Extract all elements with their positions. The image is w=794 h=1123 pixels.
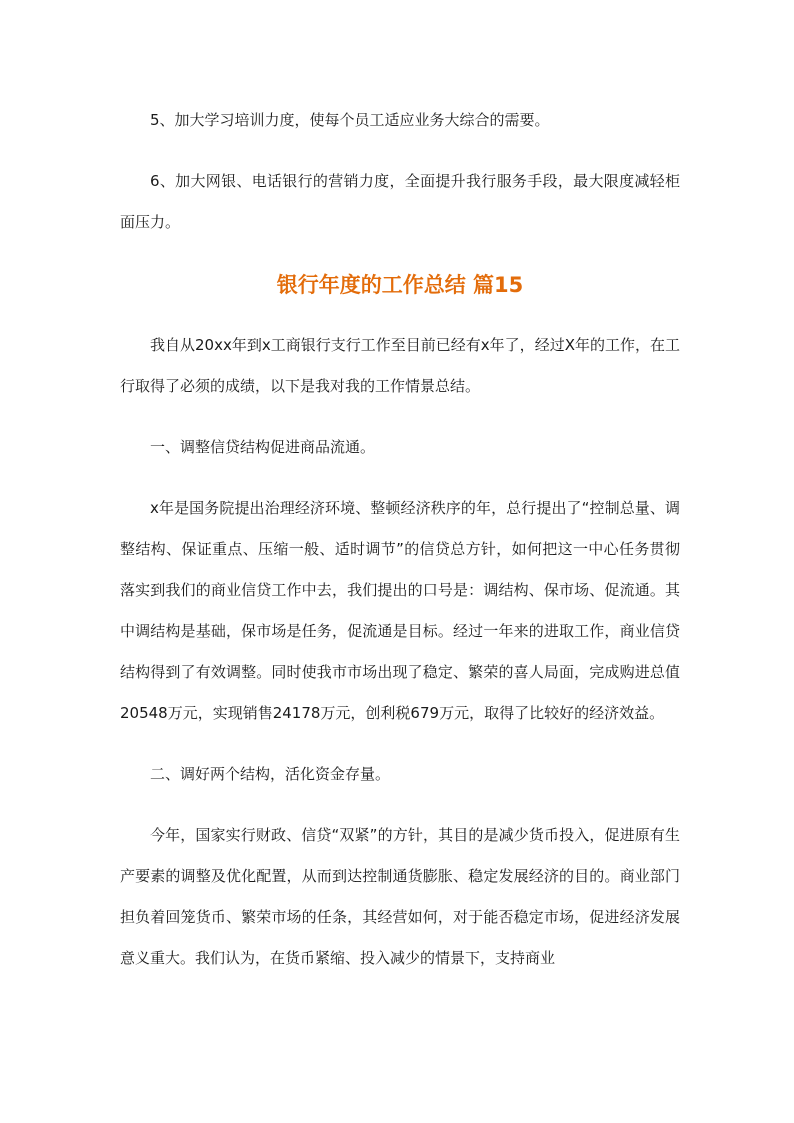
paragraph-gap	[120, 141, 680, 161]
subheading-one: 一、调整信贷结构促进商品流通。	[150, 438, 376, 456]
list-item: 6、加大网银、电话银行的营销力度，全面提升我行服务手段，最大限度减轻柜面压力。	[120, 172, 680, 231]
section-heading: 银行年度的工作总结 篇15	[276, 273, 524, 297]
subheading-two: 二、调好两个结构，活化资金存量。	[150, 765, 391, 783]
paragraph-intro: 我自从20xx年到x工商银行支行工作至目前已经有x年了，经过X年的工作，在工行取得了必须的成绩，以下是我对我的工作情景总结。	[120, 336, 680, 395]
document-body	[120, 100, 680, 979]
paragraph-policy: 今年，国家实行财政、信贷“双紧”的方针，其目的是减少货币投入，促进原有生产要素的调整及优化配置，从而到达控制通货膨胀、稳定发展经济的目的。商业部门担负着回笼货币、繁荣市场的任条，其经营如何，对于能否稳定市场，促进经济发展意义重大。我们认为，在货币紧缩、投入减少的情景下，支持商业	[120, 826, 680, 967]
paragraph-gap	[120, 468, 680, 488]
paragraph-gap	[120, 795, 680, 815]
paragraph-gap	[120, 734, 680, 754]
paragraph-gap	[120, 407, 680, 427]
paragraph-credit-structure: x年是国务院提出治理经济环境、整顿经济秩序的年，总行提出了“控制总量、调整结构、保证重点、压缩一般、适时调节”的信贷总方针，如何把这一中心任务贯彻落实到我们的商业信贷工作中去，我们提出的口号是：调结构、保市场、促流通。其中调结构是基础，保市场是任务，促流通是目标。经过一年来的进取工作，商业信贷结构得到了有效调整。同时使我市市场出现了稳定、繁荣的喜人局面，完成购进总值20548万元，实现销售24178万元，创利税679万元，取得了比较好的经济效益。	[120, 499, 680, 722]
paragraph-gap	[120, 243, 680, 263]
list-item: 5、加大学习培训力度，使每个员工适应业务大综合的需要。	[150, 111, 550, 129]
